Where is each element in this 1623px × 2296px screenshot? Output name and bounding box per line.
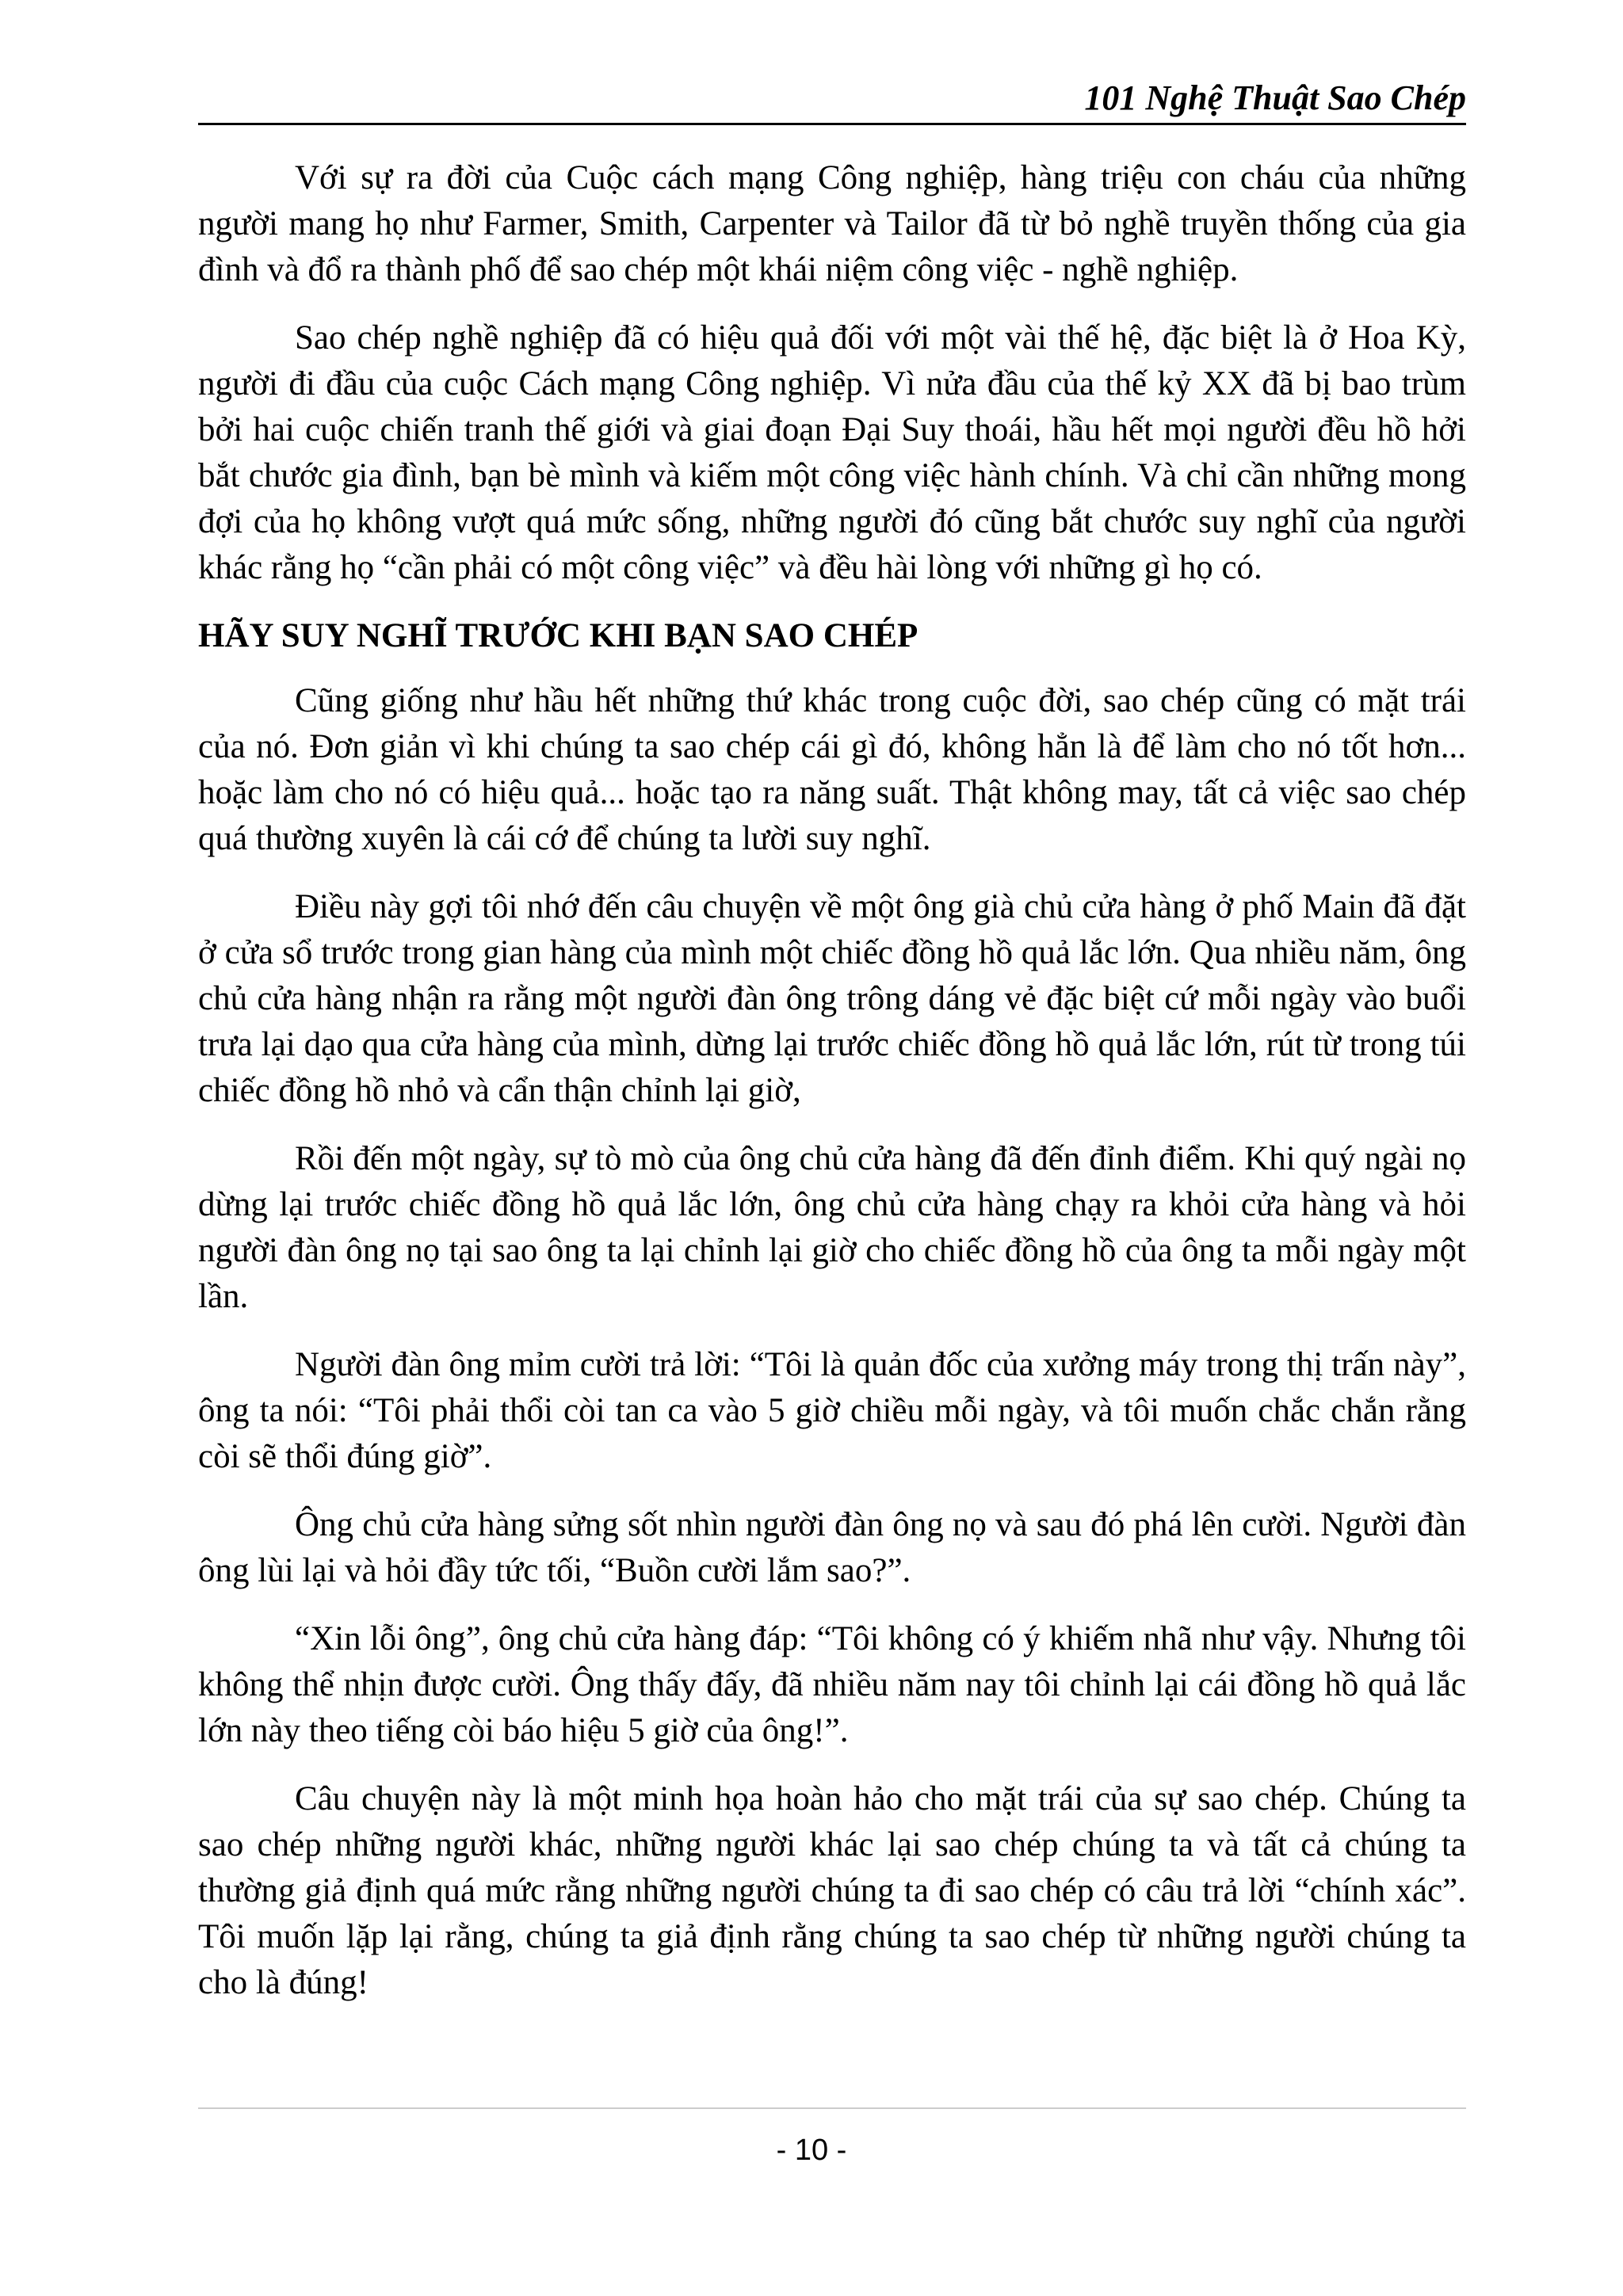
page-header	[198, 75, 1466, 121]
paragraph-8: “Xin lỗi ông”, ông chủ cửa hàng đáp: “Tôi không có ý khiếm nhã như vậy. Nhưng tôi không thể nhịn được cười. Ông thấy đấy, đã nhiều năm nay tôi chỉnh lại cái đồng hồ quả lắc lớn này theo tiếng còi báo hiệu 5 giờ của ông!”.	[198, 1620, 1466, 1749]
paragraph-3: Cũng giống như hầu hết những thứ khác trong cuộc đời, sao chép cũng có mặt trái của nó. Đơn giản vì khi chúng ta sao chép cái gì đó, không hẳn là để làm cho nó tốt hơn... hoặc làm cho nó có hiệu quả... hoặc tạo ra năng suất. Thật không may, tất cả việc sao chép quá thường xuyên là cái cớ để chúng ta lười suy nghĩ.	[198, 682, 1466, 857]
paragraph-9: Câu chuyện này là một minh họa hoàn hảo cho mặt trái của sự sao chép. Chúng ta sao chép những người khác, những người khác lại sao chép chúng ta và tất cả chúng ta thường giả định quá mức rằng những người chúng ta đi sao chép có câu trả lời “chính xác”. Tôi muốn lặp lại rằng, chúng ta giả định rằng chúng ta sao chép từ những người chúng ta cho là đúng!	[198, 1780, 1466, 2001]
header-divider	[198, 123, 1466, 125]
paragraph-5: Rồi đến một ngày, sự tò mò của ông chủ cửa hàng đã đến đỉnh điểm. Khi quý ngài nọ dừng lại trước chiếc đồng hồ quả lắc lớn, ông chủ cửa hàng chạy ra khỏi cửa hàng và hỏi người đàn ông nọ tại sao ông ta lại chỉnh lại giờ cho chiếc đồng hồ của ông ta mỗi ngày một lần.	[198, 1140, 1466, 1315]
book-title: 101 Nghệ Thuật Sao Chép	[1084, 78, 1466, 117]
section-heading: HÃY SUY NGHĨ TRƯỚC KHI BẠN SAO CHÉP	[198, 617, 918, 654]
footer-divider	[198, 2107, 1466, 2109]
paragraph-7: Ông chủ cửa hàng sửng sốt nhìn người đàn ông nọ và sau đó phá lên cười. Người đàn ông lùi lại và hỏi đầy tức tối, “Buồn cười lắm sao?”.	[198, 1506, 1466, 1589]
page-number: - 10 -	[776, 2134, 847, 2167]
paragraph-4: Điều này gợi tôi nhớ đến câu chuyện về một ông già chủ cửa hàng ở phố Main đã đặt ở cửa sổ trước trong gian hàng của mình một chiếc đồng hồ quả lắc lớn. Qua nhiều năm, ông chủ cửa hàng nhận ra rằng một người đàn ông trông dáng vẻ đặc biệt cứ mỗi ngày vào buổi trưa lại dạo qua cửa hàng của mình, dừng lại trước chiếc đồng hồ quả lắc lớn, rút từ trong túi chiếc đồng hồ nhỏ và cẩn thận chỉnh lại giờ,	[198, 888, 1466, 1109]
paragraph-6: Người đàn ông mỉm cười trả lời: “Tôi là quản đốc của xưởng máy trong thị trấn này”, ông ta nói: “Tôi phải thổi còi tan ca vào 5 giờ chiều mỗi ngày, và tôi muốn chắc chắn rằng còi sẽ thổi đúng giờ”.	[198, 1346, 1466, 1475]
paragraph-1: Với sự ra đời của Cuộc cách mạng Công nghiệp, hàng triệu con cháu của những người mang họ như Farmer, Smith, Carpenter và Tailor đã từ bỏ nghề truyền thống của gia đình và đổ ra thành phố để sao chép một khái niệm công việc - nghề nghiệp.	[198, 159, 1466, 288]
page-body	[198, 155, 1466, 2028]
paragraph-2: Sao chép nghề nghiệp đã có hiệu quả đối với một vài thế hệ, đặc biệt là ở Hoa Kỳ, người đi đầu của cuộc Cách mạng Công nghiệp. Vì nửa đầu của thế kỷ XX đã bị bao trùm bởi hai cuộc chiến tranh thế giới và giai đoạn Đại Suy thoái, hầu hết mọi người đều hồ hởi bắt chước gia đình, bạn bè mình và kiếm một công việc hành chính. Và chỉ cần những mong đợi của họ không vượt quá mức sống, những người đó cũng bắt chước suy nghĩ của người khác rằng họ “cần phải có một công việc” và đều hài lòng với những gì họ có.	[198, 319, 1466, 586]
